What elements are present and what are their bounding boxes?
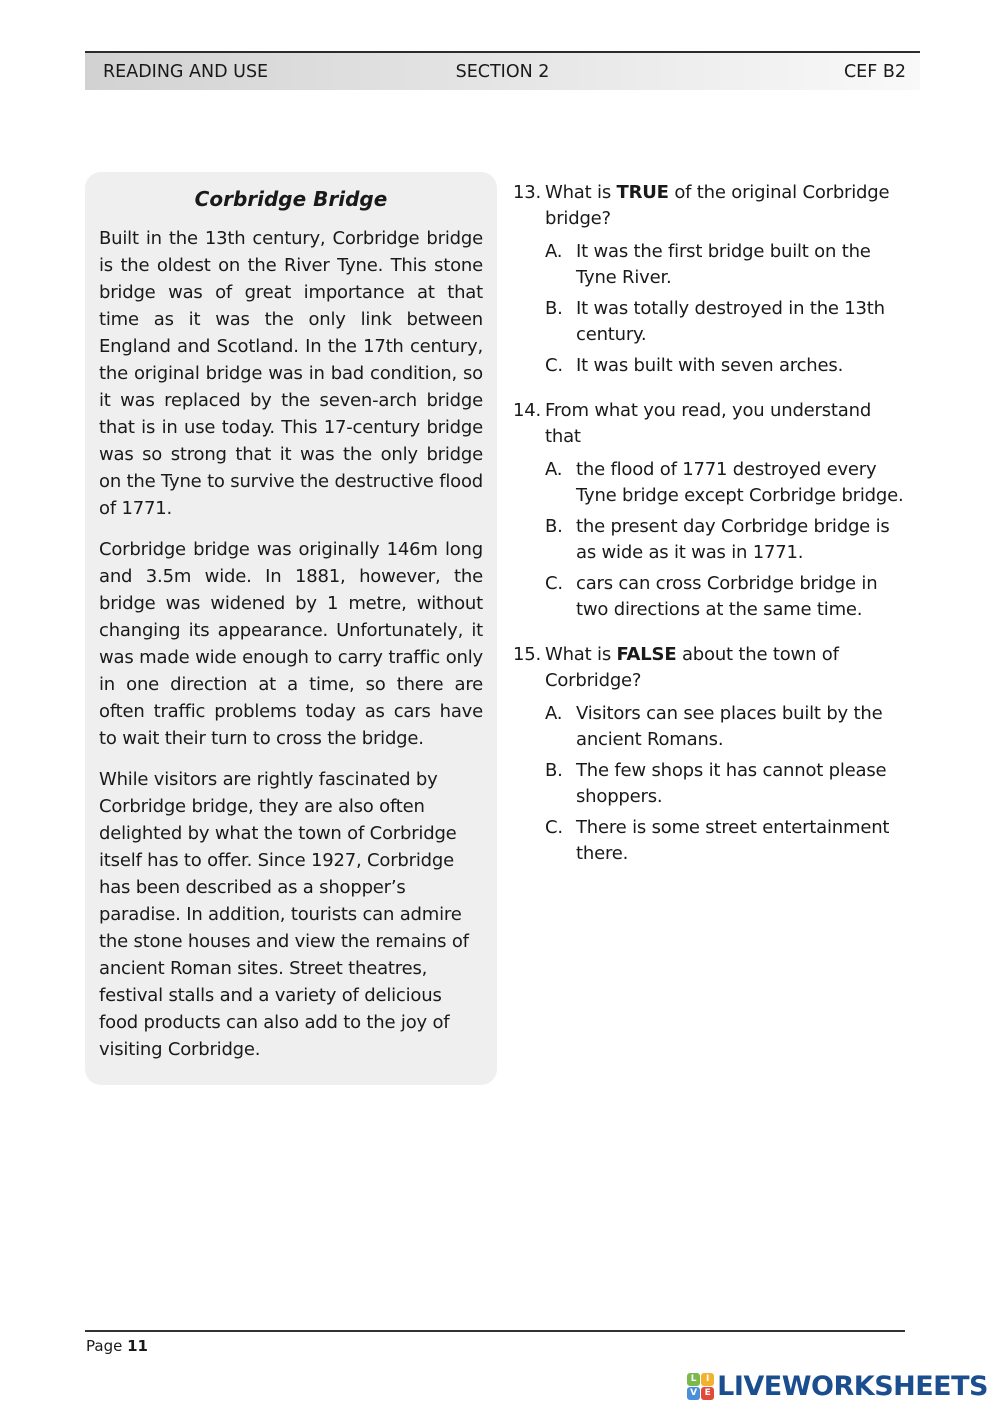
question-14-option-b	[545, 514, 905, 566]
question-15-option-c	[545, 815, 905, 867]
passage-title: Corbridge Bridge	[194, 187, 388, 211]
question-13-option-a	[545, 239, 905, 291]
option-letter: A.	[545, 241, 563, 262]
liveworksheets-wordmark: LIVEWORKSHEETS	[717, 1371, 988, 1402]
option-text: the present day Corbridge bridge is as wide as it was in 1771.	[576, 516, 890, 563]
footer-divider	[85, 1330, 905, 1332]
question-13	[513, 180, 905, 379]
question-14-option-c	[545, 571, 905, 623]
question-14-option-a	[545, 457, 905, 509]
question-13-options	[545, 239, 905, 379]
passage-paragraph-2: Corbridge bridge was originally 146m long and 3.5m wide. In 1881, however, the bridge was widened by 1 metre, without changing its appearance. Unfortunately, it was made wide enough to carry traffic only in one direction at a time, so there are often traffic problems today as cars have to wait their turn to cross the bridge.	[99, 539, 483, 749]
passage-box	[85, 172, 497, 1085]
option-letter: C.	[545, 817, 563, 838]
option-text: cars can cross Corbridge bridge in two directions at the same time.	[576, 573, 878, 620]
liveworksheets-logo[interactable]	[687, 1371, 988, 1402]
option-text: It was built with seven arches.	[576, 355, 844, 376]
logo-square-e: E	[701, 1387, 714, 1400]
option-letter: B.	[545, 298, 563, 319]
question-13-stem: What is TRUE of the original Corbridge bridge?	[545, 182, 890, 229]
passage-paragraph-1: Built in the 13th century, Corbridge bridge is the oldest on the River Tyne. This stone bridge was of great importance at that time as it was the only link between England and Scotland. In the 17th century, the original bridge was in bad condition, so it was replaced by the seven-arch bridge that is in use today. This 17-century bridge was so strong that it was the only bridge on the Tyne to survive the destructive flood of 1771.	[99, 228, 483, 519]
question-13-number: 13.	[513, 182, 542, 203]
page-number	[86, 1337, 148, 1355]
question-14-number: 14.	[513, 400, 542, 421]
option-text: the flood of 1771 destroyed every Tyne bridge except Corbridge bridge.	[576, 459, 904, 506]
header-left-label: READING AND USE	[103, 61, 269, 82]
question-14-stem: From what you read, you understand that	[545, 400, 872, 447]
questions-column	[513, 180, 905, 886]
page-number-value: 11	[127, 1337, 148, 1355]
option-text: The few shops it has cannot please shoppers.	[576, 760, 887, 807]
question-13-option-c	[545, 353, 905, 379]
option-letter: B.	[545, 760, 563, 781]
option-letter: A.	[545, 703, 563, 724]
page-label: Page	[86, 1337, 128, 1355]
logo-square-l: L	[687, 1373, 700, 1386]
logo-square-v: V	[687, 1387, 700, 1400]
option-text: It was the first bridge built on the Tyne River.	[576, 241, 871, 288]
header-bar	[85, 51, 920, 90]
option-letter: C.	[545, 355, 563, 376]
option-letter: C.	[545, 573, 563, 594]
question-15-stem: What is FALSE about the town of Corbridge?	[545, 644, 839, 691]
passage-paragraph-3: While visitors are rightly fascinated by Corbridge bridge, they are also often delighted by what the town of Corbridge itself has to offer. Since 1927, Corbridge has been described as a shopper’s paradise. In addition, tourists can admire the stone houses and view the remains of ancient Roman sites. Street theatres, festival stalls and a variety of delicious food products can also add to the joy of visiting Corbridge.	[99, 769, 469, 1060]
question-14-options	[545, 457, 905, 623]
header-level-label: CEF B2	[843, 61, 906, 82]
option-text: It was totally destroyed in the 13th century.	[576, 298, 885, 345]
question-14	[513, 398, 905, 623]
option-text: There is some street entertainment there.	[576, 817, 890, 864]
question-15-option-a	[545, 701, 905, 753]
option-letter: A.	[545, 459, 563, 480]
question-15-number: 15.	[513, 644, 542, 665]
liveworksheets-icon	[687, 1373, 714, 1400]
question-15	[513, 642, 905, 867]
question-15-option-b	[545, 758, 905, 810]
header-section-label: SECTION 2	[455, 61, 550, 82]
logo-square-i: I	[701, 1373, 714, 1386]
question-15-options	[545, 701, 905, 867]
option-text: Visitors can see places built by the ancient Romans.	[576, 703, 883, 750]
question-13-option-b	[545, 296, 905, 348]
option-letter: B.	[545, 516, 563, 537]
